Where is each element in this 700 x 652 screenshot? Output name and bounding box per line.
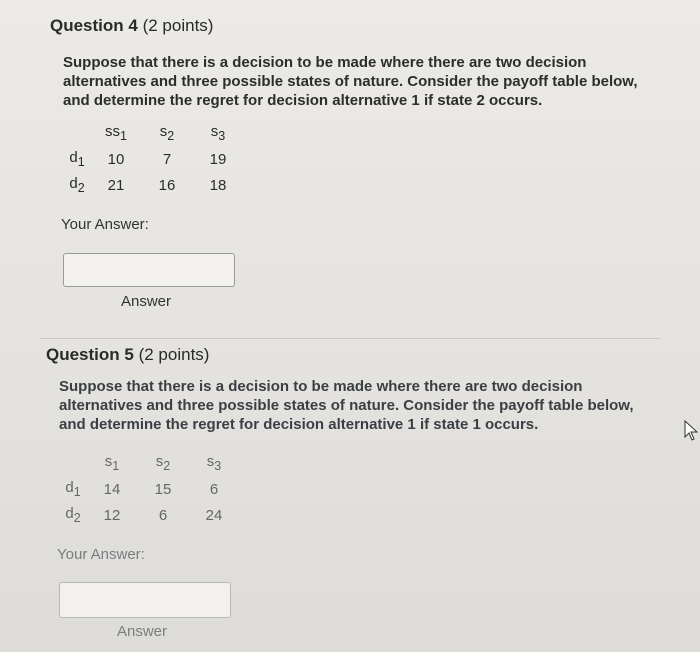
table-cell: 21 — [107, 176, 125, 194]
question-5-title — [46, 345, 209, 365]
table-cell: 10 — [107, 150, 125, 168]
question-4-answer-button[interactable]: Answer — [121, 293, 172, 310]
table-header-row — [60, 450, 240, 476]
table-row — [64, 172, 244, 198]
question-5-label: Question 5 — [46, 345, 134, 364]
decision-label: $d_2$ — [65, 505, 81, 525]
question-4-payoff-table — [64, 120, 244, 198]
table-row — [60, 502, 240, 528]
state-header: $ss_1$ — [105, 123, 127, 143]
state-header: $s_3$ — [210, 123, 226, 143]
table-cell: 15 — [154, 480, 172, 498]
question-4-points: (2 points) — [142, 16, 214, 35]
question-5-answer-button[interactable]: Answer — [117, 623, 168, 640]
table-cell: 24 — [205, 506, 223, 524]
table-cell: 12 — [103, 506, 121, 524]
decision-label: $d_1$ — [65, 479, 81, 499]
state-header: $s_2$ — [159, 123, 175, 143]
question-4-text: Suppose that there is a decision to be made where there are two decision alternatives and three possible states of nature. Consider the payoff table below, and determine the regret for decision alternative 1 if state 2 occurs. — [63, 54, 638, 109]
question-4-answer-input[interactable] — [63, 253, 235, 287]
question-5-points: (2 points) — [138, 345, 210, 364]
state-header: $s_3$ — [206, 453, 222, 473]
question-4-title — [50, 16, 213, 36]
table-cell: 16 — [158, 176, 176, 194]
mouse-cursor-icon — [684, 420, 698, 442]
table-cell: 19 — [209, 150, 227, 168]
table-cell: 6 — [209, 480, 219, 498]
question-5-payoff-table — [60, 450, 240, 528]
table-row — [64, 146, 244, 172]
question-divider — [40, 338, 660, 339]
question-4-your-answer-label: Your Answer: — [61, 216, 149, 233]
question-5-text: Suppose that there is a decision to be made where there are two decision alternatives and three possible states of nature. Consider the payoff table below, and determine the regret for decision alternative 1 if state 1 occurs. — [59, 378, 634, 433]
table-header-row — [64, 120, 244, 146]
table-cell: 14 — [103, 480, 121, 498]
question-5-answer-input[interactable] — [59, 582, 231, 618]
table-row — [60, 476, 240, 502]
question-4-label: Question 4 — [50, 16, 138, 35]
decision-label: $d_2$ — [69, 175, 85, 195]
decision-label: $d_1$ — [69, 149, 85, 169]
question-5-your-answer-label: Your Answer: — [57, 546, 145, 563]
state-header: $s_2$ — [155, 453, 171, 473]
state-header: $s_1$ — [104, 453, 120, 473]
table-cell: 18 — [209, 176, 227, 194]
table-cell: 7 — [162, 150, 172, 168]
table-cell: 6 — [158, 506, 168, 524]
